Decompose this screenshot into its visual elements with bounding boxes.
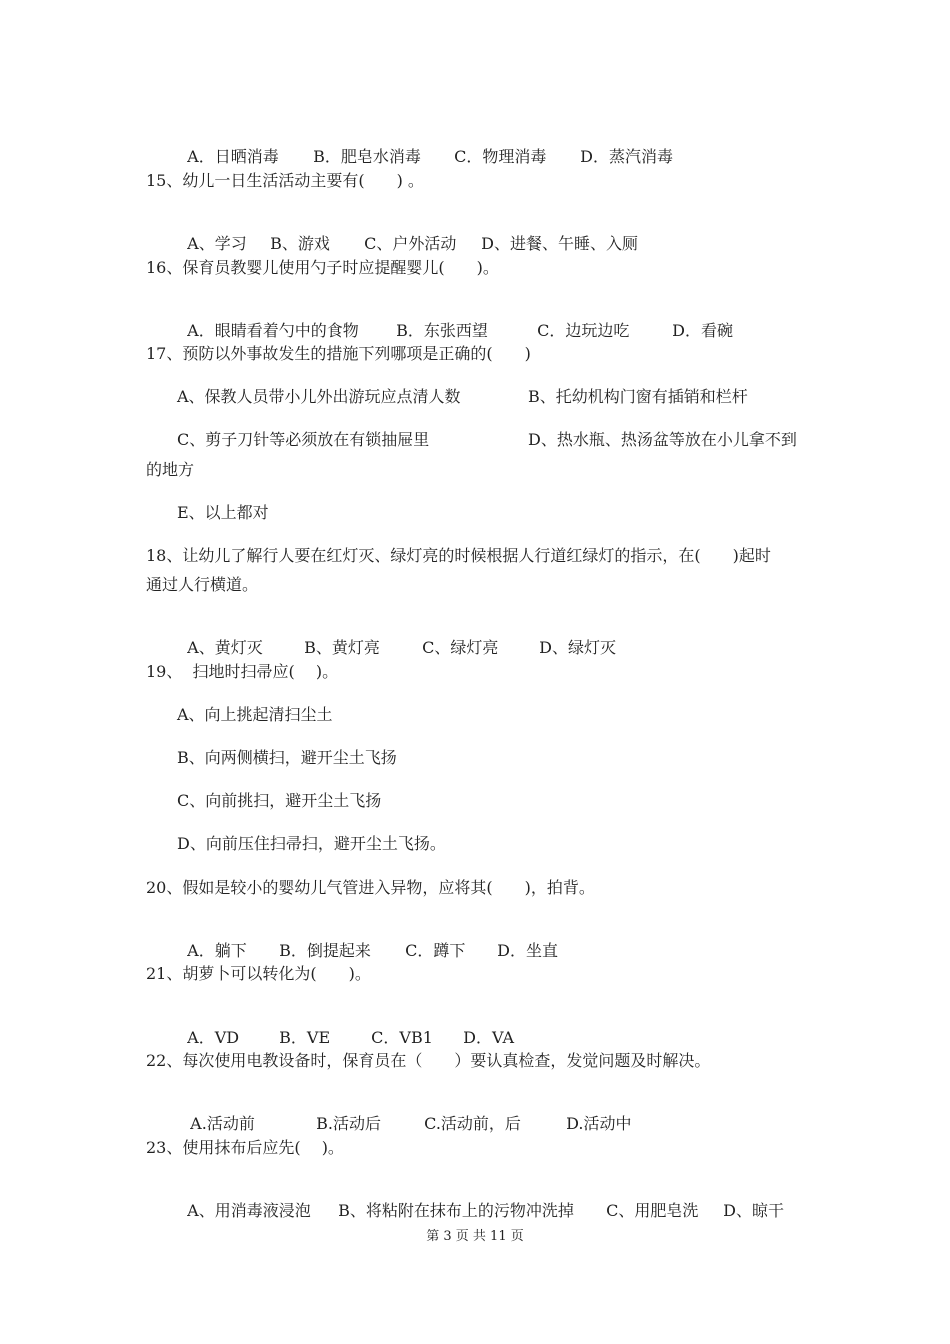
q20-option-b: B．倒提起来 [279, 941, 371, 960]
q20-options [177, 921, 558, 961]
q14-option-d: D．蒸汽消毒 [580, 147, 674, 166]
q17-option-e: E、以上都对 [177, 503, 269, 522]
question-20: 20、假如是较小的婴幼儿气管进入异物，应将其( )，拍背。 [146, 878, 595, 897]
q22-options [180, 1094, 632, 1134]
q22-option-a: A.活动前 [190, 1114, 255, 1133]
q20-option-c: C．蹲下 [405, 941, 466, 960]
q17-option-d: D、热水瓶、热汤盆等放在小儿拿不到 [528, 430, 797, 449]
q19-option-a: A、向上挑起清扫尘土 [177, 705, 333, 724]
question-19: 19、 扫地时扫帚应( )。 [146, 662, 339, 681]
q16-options [177, 301, 733, 341]
q18-option-b: B、黄灯亮 [304, 638, 380, 657]
q21-option-b: B．VE [279, 1028, 331, 1047]
q18-option-d: D、绿灯灭 [539, 638, 617, 657]
page-footer: 第 3 页 共 11 页 [426, 1229, 524, 1244]
q23-option-c: C、用肥皂洗 [606, 1201, 699, 1220]
q22-option-d: D.活动中 [566, 1114, 632, 1133]
question-18: 18、让幼儿了解行人要在红灯灭、绿灯亮的时候根据人行道红绿灯的指示，在( )起时 [146, 546, 771, 565]
q14-option-a: A．日晒消毒 [187, 147, 279, 166]
q21-option-c: C．VB1 [371, 1028, 433, 1047]
q17-option-a: A、保教人员带小儿外出游玩应点清人数 [177, 387, 461, 406]
question-23: 23、使用抹布后应先( )。 [146, 1138, 344, 1157]
q22-option-c: C.活动前，后 [424, 1114, 521, 1133]
question-16: 16、保育员教婴儿使用勺子时应提醒婴儿( )。 [146, 258, 499, 277]
q17-option-b: B、托幼机构门窗有插销和栏杆 [528, 387, 748, 406]
q23-option-d: D、晾干 [723, 1201, 785, 1220]
q21-option-a: A．VD [187, 1028, 240, 1047]
q18-option-c: C、绿灯亮 [422, 638, 499, 657]
q15-option-a: A、学习 [187, 234, 247, 253]
q17-option-d-continued: 的地方 [146, 460, 195, 479]
q21-options [177, 1008, 514, 1048]
q16-option-a: A．眼睛看着勺中的食物 [187, 321, 359, 340]
question-15: 15、幼儿一日生活活动主要有( ) 。 [146, 171, 424, 190]
question-22: 22、每次使用电教设备时，保育员在（ ）要认真检查，发觉问题及时解决。 [146, 1051, 711, 1070]
q16-option-c: C．边玩边吃 [537, 321, 630, 340]
question-18-continued: 通过人行横道。 [146, 575, 259, 594]
q22-option-b: B.活动后 [316, 1114, 382, 1133]
q16-option-d: D．看碗 [672, 321, 734, 340]
q19-option-b: B、向两侧横扫，避开尘土飞扬 [177, 748, 397, 767]
q23-option-a: A、用消毒液浸泡 [187, 1201, 311, 1220]
q14-option-c: C．物理消毒 [454, 147, 547, 166]
q15-option-c: C、户外活动 [364, 234, 457, 253]
q14-options [177, 127, 673, 167]
q16-option-b: B．东张西望 [396, 321, 488, 340]
q14-option-b: B．肥皂水消毒 [313, 147, 421, 166]
q21-option-d: D．VA [463, 1028, 515, 1047]
q19-option-c: C、向前挑扫，避开尘土飞扬 [177, 791, 382, 810]
q20-option-d: D．坐直 [497, 941, 559, 960]
question-17: 17、预防以外事故发生的措施下列哪项是正确的( ) [146, 344, 531, 363]
q18-option-a: A、黄灯灭 [187, 638, 263, 657]
question-21: 21、胡萝卜可以转化为( )。 [146, 964, 371, 983]
q18-options [177, 618, 616, 658]
q15-option-d: D、进餐、午睡、入厕 [481, 234, 639, 253]
q23-options [177, 1181, 784, 1221]
q19-option-d: D、向前压住扫帚扫，避开尘土飞扬。 [177, 834, 446, 853]
q15-options [177, 214, 638, 254]
q23-option-b: B、将粘附在抹布上的污物冲洗掉 [338, 1201, 574, 1220]
q17-option-c: C、剪子刀针等必须放在有锁抽屉里 [177, 430, 430, 449]
q15-option-b: B、游戏 [270, 234, 330, 253]
q20-option-a: A．躺下 [187, 941, 247, 960]
